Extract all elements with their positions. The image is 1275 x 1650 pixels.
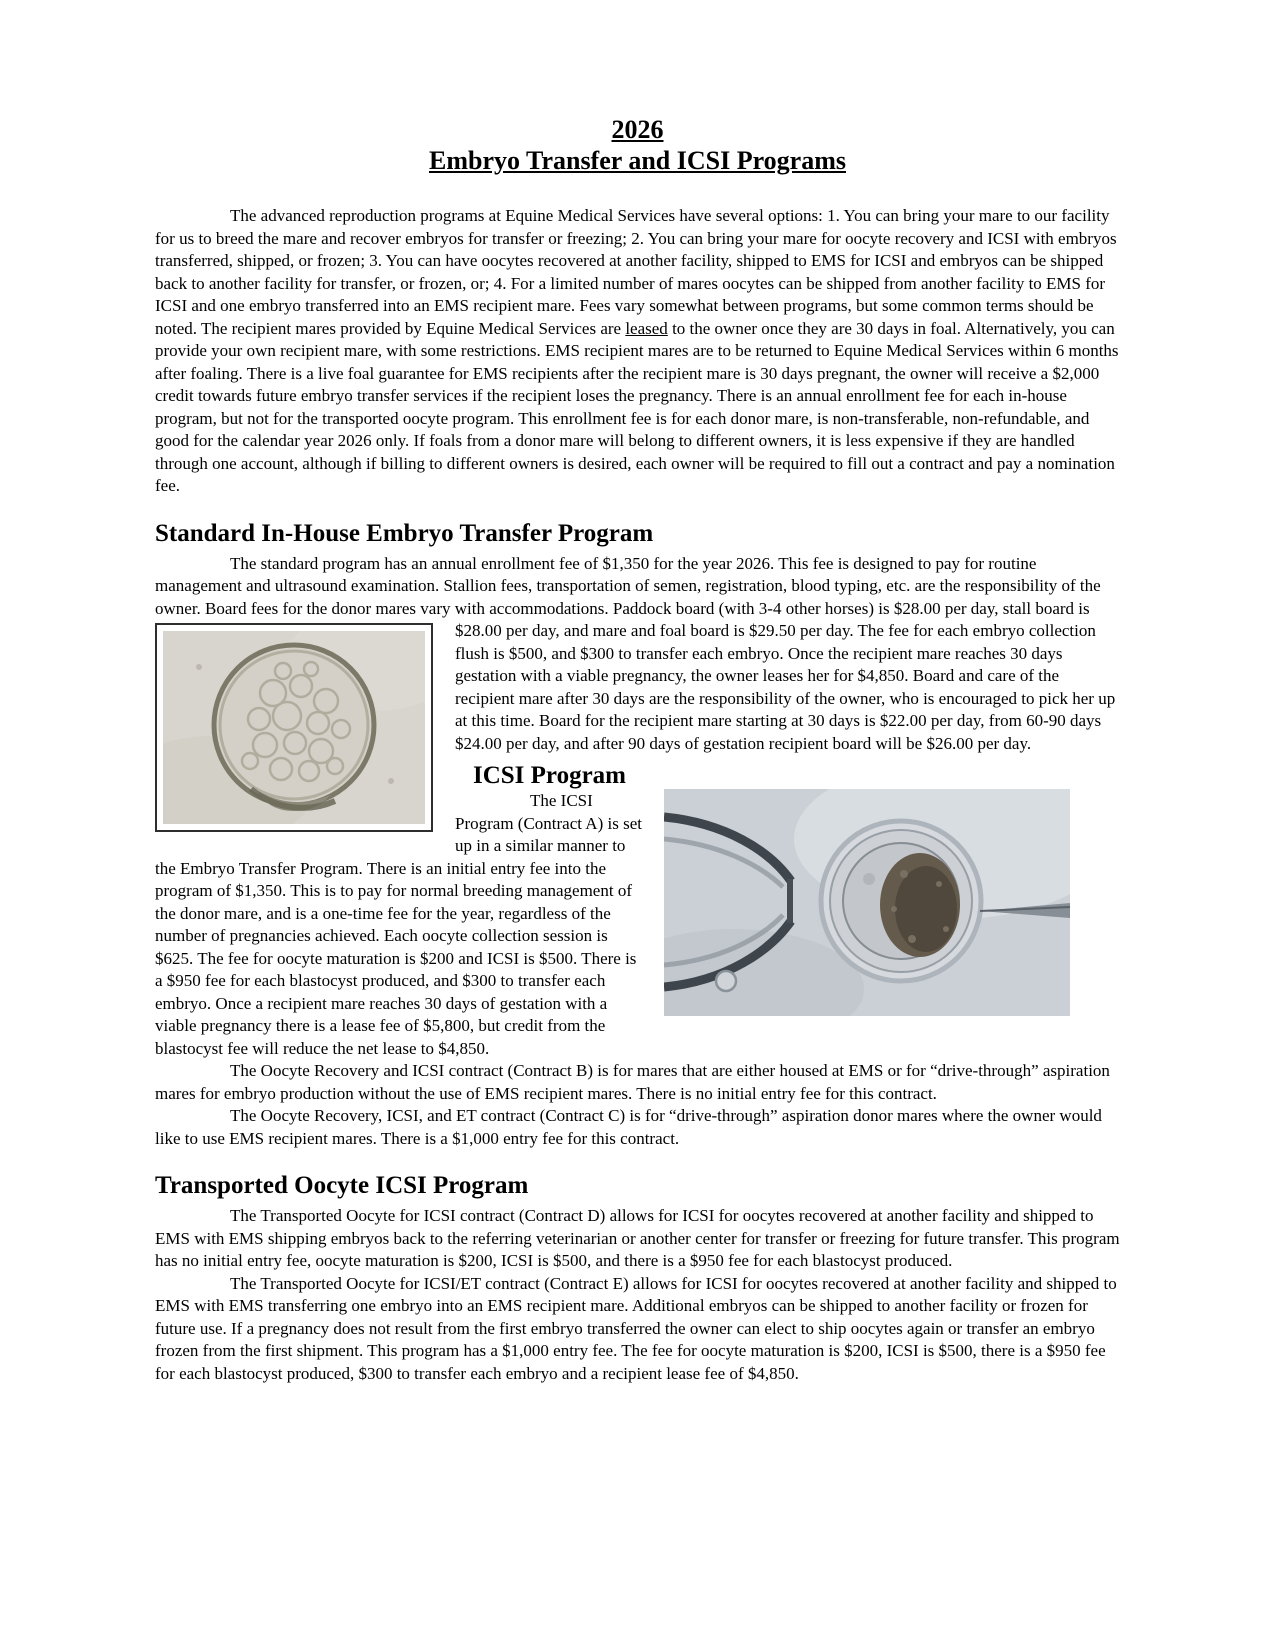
intro-text-1: The advanced reproduction programs at Equine Medical Services have several options: 1. You can bring your mare to our facility for us to breed the mare and recover embryos for transfer or freezing; 2. You can bring your mare for oocyte recovery and ICSI with embryos transferred, shipped, or frozen; 3. You can have oocytes recovered at another facility, shipped to EMS for ICSI and embryos can be shipped back to another facility for transfer, or frozen, or; 4. For a limited number of mares oocytes can be shipped from another facility to EMS for ICSI and one embryo transferred into an EMS recipient mare. Fees vary somewhat between programs, but some common terms should be noted. The recipient mares provided by Equine Medical Services are — [155, 206, 1117, 338]
standard-program-paragraph — [155, 553, 1120, 756]
contract-c-paragraph: The Oocyte Recovery, ICSI, and ET contract (Contract C) is for “drive-through” aspiration donor mares where the owner would like to use EMS recipient mares. There is a $1,000 entry fee for this contract. — [155, 1106, 1102, 1148]
transported-program-section — [155, 1171, 1120, 1385]
icsi-micrograph-photo — [664, 789, 1070, 1016]
title-program-name: Embryo Transfer and ICSI Programs — [429, 146, 846, 175]
transported-program-heading: Transported Oocyte ICSI Program — [155, 1172, 529, 1199]
intro-paragraph — [155, 205, 1120, 498]
standard-text-after-image: is $28.00 per day, stall board is $28.00 per day, and mare and foal board is $29.50 per day. The fee for each embryo collection flush is $500, and $300 to transfer each embryo. Once the recipient mare reaches 30 days gestation with a viable pregnancy, the owner leases her for $4,850. Board and care of the recipient mare after 30 days are the responsibility of the owner, who is encouraged to pick her up at this time. Board for the recipient mare starting at 30 days is $22.00 per day, from 60-90 days $24.00 per day, and after 90 days of gestation recipient board will be $26.00 per day. — [455, 598, 1116, 753]
contract-e-paragraph: The Transported Oocyte for ICSI/ET contract (Contract E) allows for ICSI for oocytes recovered at another facility and shipped to EMS with EMS transferring one embryo into an EMS recipient mare. Additional embryos can be shipped to another facility or frozen for future use. If a pregnancy does not result from the first embryo transferred the owner can elect to ship oocytes again or transfer an embryo frozen from the first shipment. This program has a $1,000 entry fee. The fee for oocyte maturation is $200, ICSI is $500, there is a $950 fee for each blastocyst produced, $300 to transfer each embryo and a recipient lease fee of $4,850. — [155, 1273, 1117, 1383]
contract-b-paragraph: The Oocyte Recovery and ICSI contract (Contract B) is for mares that are either housed at EMS or for “drive-through” aspiration mares for embryo production without the use of EMS recipient mares. There is no initial entry fee for this contract. — [155, 1061, 1110, 1103]
standard-text-before-image: The standard program has an annual enrollment fee of $1,350 for the year 2026. This fee is designed to pay for routine management and ultrasound examination. Stallion fees, transportation of semen, registration, blood typing, etc. are the responsibility of the owner. Board fees for the donor mares vary with accommodations. Paddock board (with 3-4 other horses) — [155, 553, 1101, 618]
document-title — [155, 114, 1120, 176]
intro-text-2: to the owner once they are 30 days in foal. Alternatively, you can provide your own recipient mare, with some restrictions. EMS recipient mares are to be returned to Equine Medical Services within 6 months after foaling. There is a live foal guarantee for EMS recipients after the recipient mare is 30 days pregnant, the owner will receive a $2,000 credit towards future embryo transfer services if the recipient loses the pregnancy. There is an annual enrollment fee for each in-house program, but not for the transported oocyte program. This enrollment fee is for each donor mare, is non-transferable, non-refundable, and good for the calendar year 2026 only. If foals from a donor mare will belong to different owners, it is less expensive if they are handled through one account, although if billing to different owners is desired, each owner will be required to fill out a contract and pay a nomination fee. — [155, 318, 1119, 495]
embryo-micrograph-photo — [155, 623, 433, 832]
standard-program-heading: Standard In-House Embryo Transfer Program — [155, 519, 654, 547]
intro-underlined-word: leased — [625, 318, 668, 338]
icsi-program-heading: ICSI Program — [472, 762, 626, 789]
standard-program-section — [155, 519, 1120, 756]
contract-a-paragraph: The ICSI Program (Contract A) is set up in a similar manner to the Embryo Transfer Program. There is an initial entry fee into the program of $1,350. This is to pay for normal breeding management of the donor mare, and is a one-time fee for the year, regardless of the number of pregnancies achieved. Each oocyte collection session is $625. The fee for oocyte maturation is $200 and ICSI is $500. There is a $950 fee for each blastocyst produced, and $300 to transfer each embryo. Once a recipient mare reaches 30 days of gestation with a viable pregnancy there is a lease fee of $5,800, but credit from the blastocyst fee will reduce the net lease to $4,850. — [155, 791, 642, 1058]
title-year: 2026 — [611, 115, 664, 144]
contract-d-paragraph: The Transported Oocyte for ICSI contract (Contract D) allows for ICSI for oocytes recovered at another facility and shipped to EMS with EMS shipping embryos back to the referring veterinarian or another center for transfer or freezing for future transfer. This program has no initial entry fee, oocyte maturation is $200, ICSI is $500, and there is a $950 fee for each blastocyst produced. — [155, 1206, 1120, 1270]
